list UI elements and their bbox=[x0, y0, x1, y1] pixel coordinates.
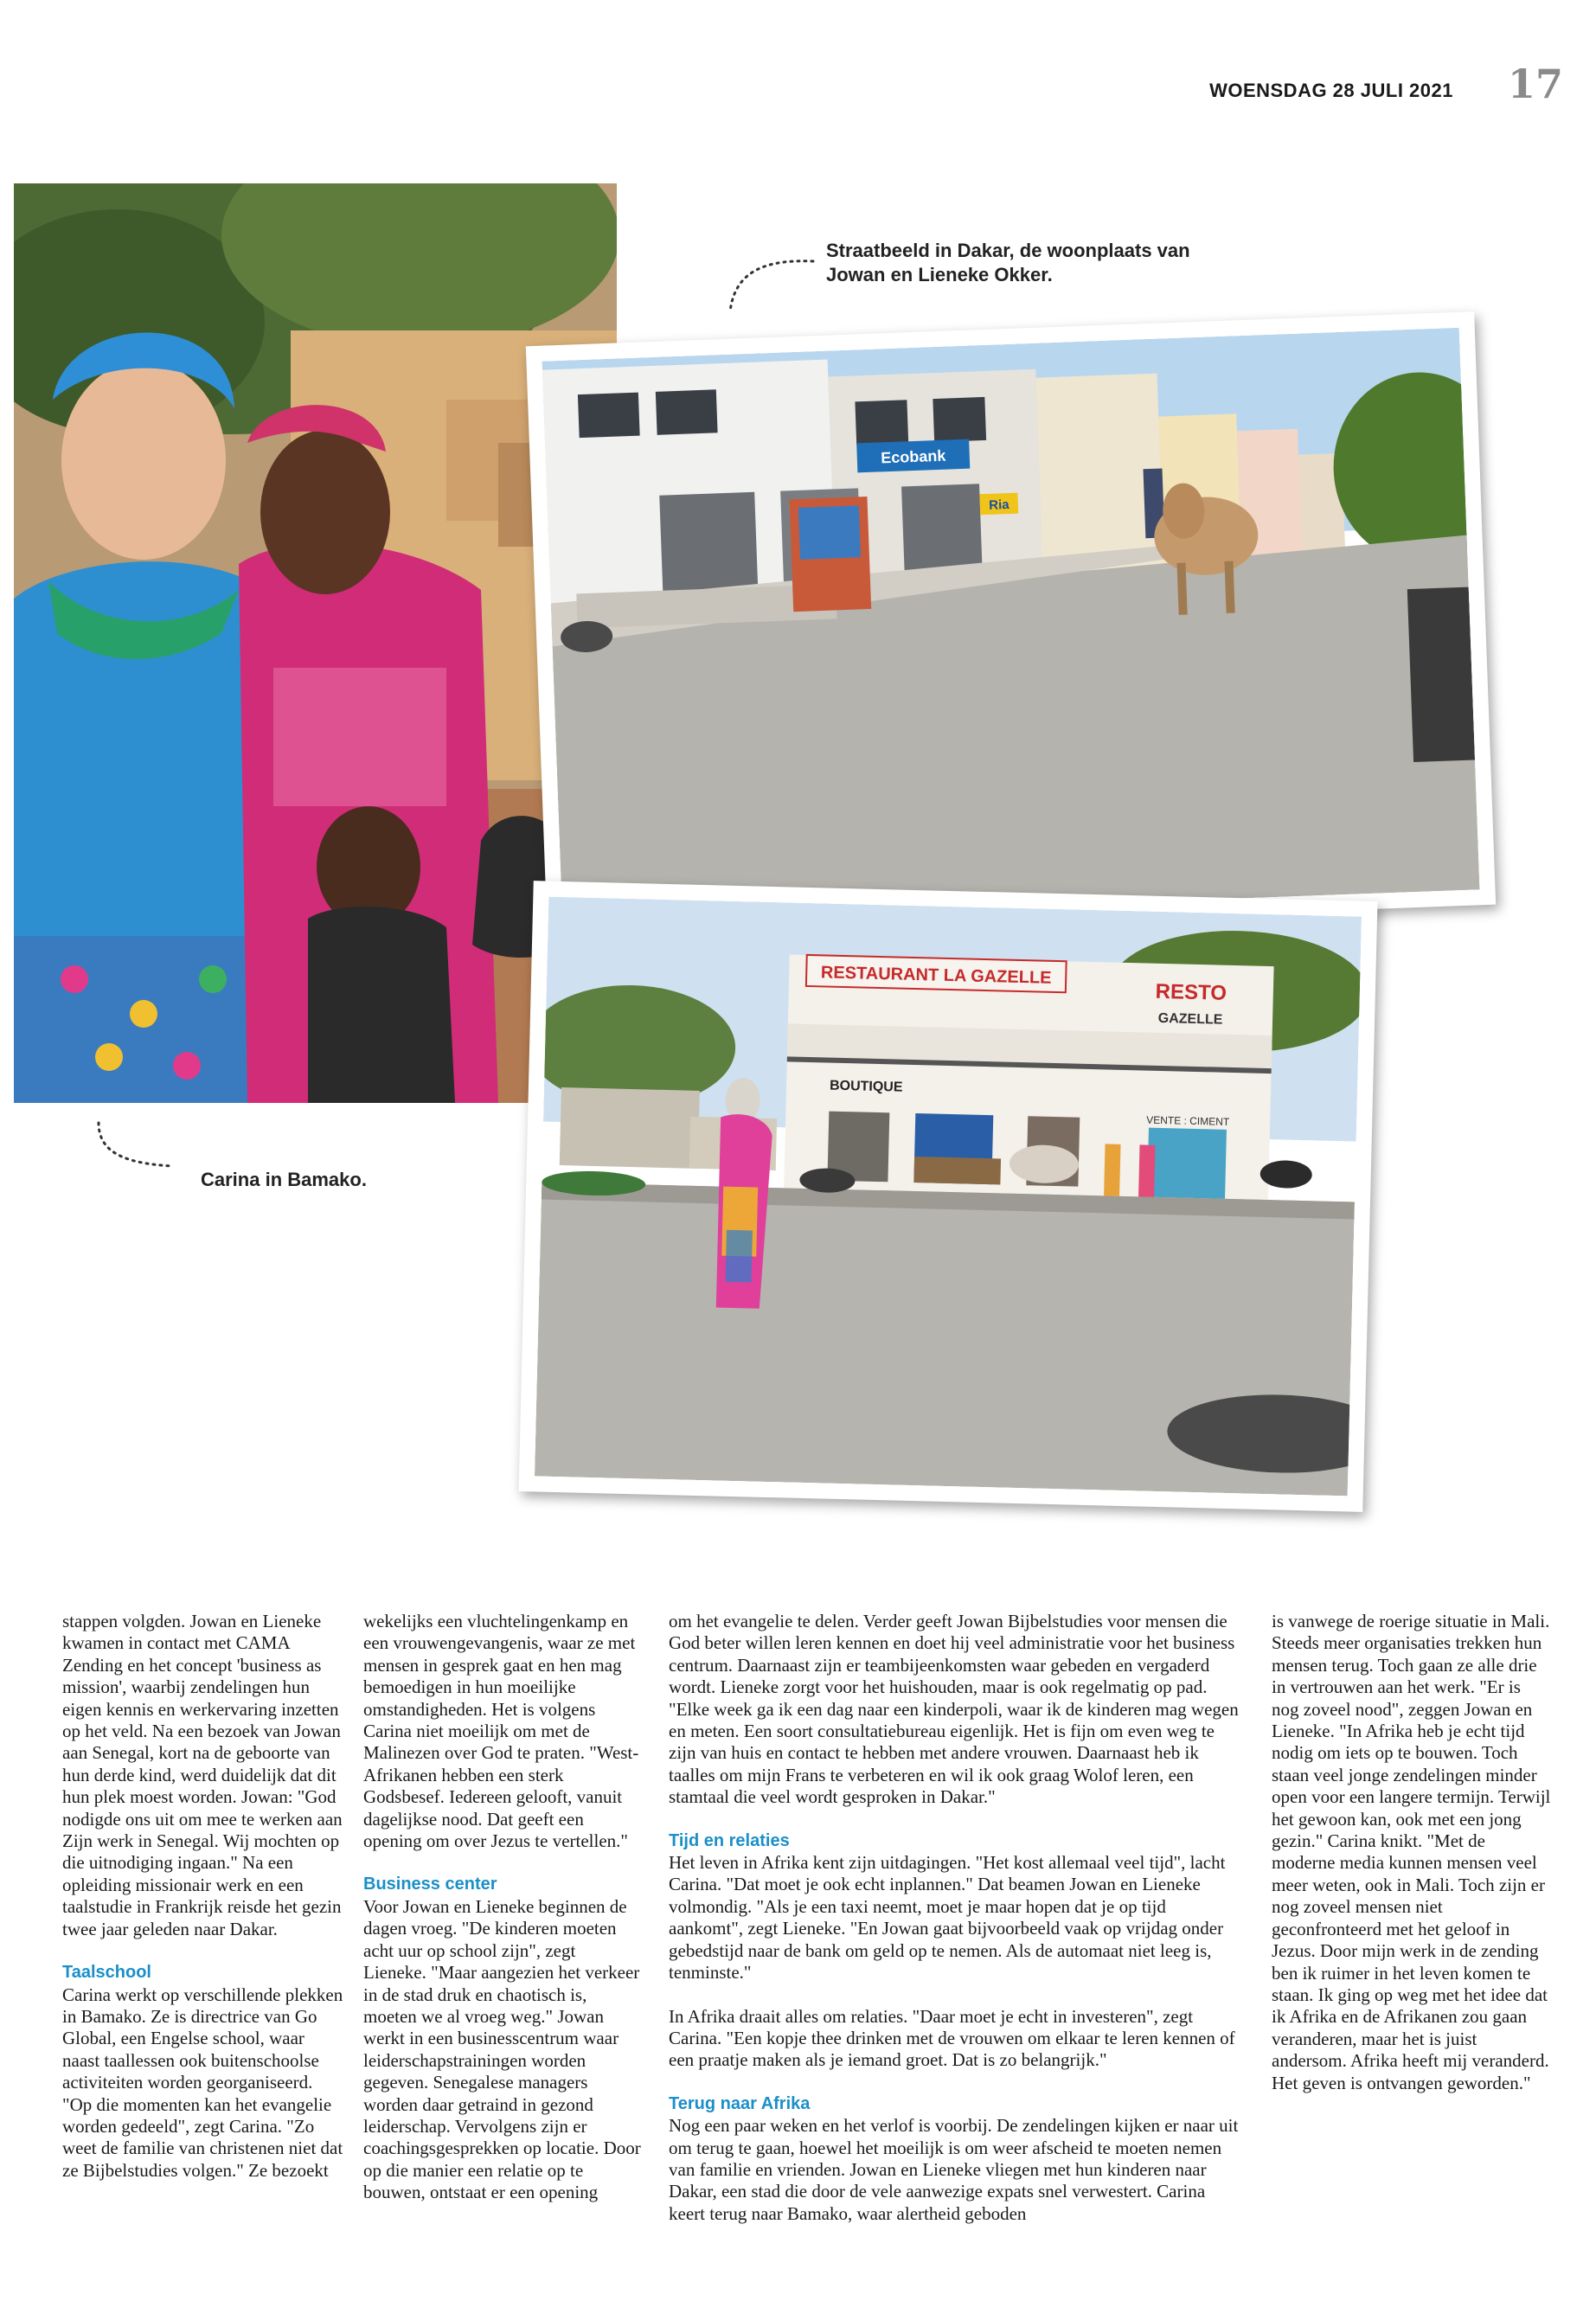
photo-la-gazelle-image bbox=[535, 897, 1362, 1497]
subheading-terug-naar-afrika: Terug naar Afrika bbox=[669, 2093, 811, 2113]
article-column-1 bbox=[62, 1611, 346, 2203]
article-paragraph: Voor Jowan en Lieneke beginnen de dagen vroeg. "De kinderen moeten acht uur op school zijn", zegt Lieneke. "Maar aangezien het verkeer in de stad druk en chaotisch is, moeten we al vroeg weg." Jowan werkt in een businesscentrum waar leiderschapstrainingen worden gegeven. Senegalese managers worden daar getraind in gezond leiderschap. Vervolgens zijn er coachingsgesprekken op locatie. Door op die manier een relatie op te bouwen, ontstaat er een opening bbox=[363, 1895, 641, 2203]
photo-frame-dakar-street bbox=[526, 311, 1496, 939]
article-paragraph: wekelijks een vluchtelingenkamp en een vrouwengevangenis, waar ze met mensen in gesprek gaat en hen mag bemoedigen in hun moeilijke omstandigheden. Het is volgens Carina niet moeilijk om met de Malinezen over God te praten. "West-Afrikanen hebben een sterk Godsbesef. Iedereen gelooft, vanuit dagelijkse nood. Dat geeft een opening om over Jezus te vertellen." bbox=[363, 1611, 639, 1852]
header-date: WOENSDAG 28 JULI 2021 bbox=[1209, 80, 1453, 101]
article-column-2 bbox=[363, 1611, 642, 2226]
sign-restaurant-la-gazelle: RESTAURANT LA GAZELLE bbox=[820, 963, 1052, 988]
sign-vente-ciment: VENTE : CIMENT bbox=[1146, 1113, 1230, 1128]
photo-dakar-street bbox=[542, 328, 1479, 923]
subheading-business-center: Business center bbox=[363, 1875, 497, 1894]
photo-frame-la-gazelle bbox=[519, 881, 1378, 1512]
article-paragraph: In Afrika draait alles om relaties. "Daar moet je echt in investeren", zegt Carina. "Een kopje thee drinken met de vrouwen om elkaar te leren kennen of een praatje maken als je iemand groet. Dat is zo belangrijk." bbox=[669, 2005, 1235, 2071]
article-paragraph: Het leven in Afrika kent zijn uitdagingen. "Het kost allemaal veel tijd", lacht Carina. "Dat moet je ook echt inplannen." Dat beamen Jowan en Lieneke volmondig. "Als je een taxi neemt, moet je maar hopen dat je op tijd aankomt", zegt Lieneke. "En Jowan gaat bijvoorbeeld vaak op vrijdag onder gebedstijd naar de bank om geld op te nemen. Als de automaat niet leeg is, tenminste." bbox=[669, 1852, 1226, 1984]
sign-ria: Ria bbox=[988, 497, 1010, 513]
photo-carina-bamako-image bbox=[14, 183, 617, 1103]
sign-ecobank: Ecobank bbox=[880, 446, 946, 467]
article-column-4 bbox=[1272, 1611, 1552, 2116]
article-paragraph: is vanwege de roerige situatie in Mali. Steeds meer organisaties trekken hun mensen terug. Toch gaan ze alle drie in vertrouwen aan het werk. "Er is nog zoveel nood", zeggen Jowan en Lieneke. "In Afrika heb je echt tijd nodig om iets op te bouwen. Toch staan veel jonge zendelingen minder open voor een langere termijn. Terwijl het gewoon kan, ook met een jong gezin." Carina knikt. "Met de moderne media kunnen mensen veel meer weten, ook in Mali. Toch zijn er nog zoveel mensen niet geconfronteerd met het geloof in Jezus. Door mijn werk in de zending ben ik ruimer in het leven komen te staan. Ik ging op weg met het idee dat ik Afrika en de Afrikanen zou gaan veranderen, maar het is juist andersom. Afrika heeft mij veranderd. Het geven is ontvangen geworden." bbox=[1272, 1611, 1551, 2093]
caption-bamako: Carina in Bamako. bbox=[201, 1169, 367, 1190]
caption-leader-bamako bbox=[87, 1116, 182, 1176]
sign-boutique: BOUTIQUE bbox=[829, 1078, 903, 1095]
sign-gazelle: GAZELLE bbox=[1157, 1010, 1223, 1028]
photo-la-gazelle bbox=[535, 897, 1362, 1497]
article-paragraph: om het evangelie te delen. Verder geeft Jowan Bijbelstudies voor mensen die God beter willen leren kennen en doet hij veel administratie voor het business centrum. Daarnaast zijn er teambijeenkomsten waar gebeden en vergaderd wordt. Lieneke zorgt voor het huishouden, maar is ook regelmatig op pad. "Elke week ga ik een dag naar een kinderpoli, waar ik de kinderen mag wegen en meten. Een soort consultatiebureau eigenlijk. Het is fijn om even weg te zijn van huis en contact te hebben met andere vrouwen. Daarnaast heb ik taalles om mijn Frans te verbeteren en wil ik ook graag Wolof leren, een stamtaal die veel wordt gesproken in Dakar." bbox=[669, 1611, 1239, 1808]
page-number: 17 bbox=[1507, 61, 1563, 107]
sign-resto: RESTO bbox=[1155, 979, 1227, 1005]
article-paragraph: Nog een paar weken en het verlof is voorbij. De zendelingen kijken er naar uit om terug te gaan, hoewel het moeilijk is om weer afscheid te moeten nemen van familie en vrienden. Jowan en Lieneke vliegen met hun kinderen naar Dakar, een stad die door de vele aanwezige expats snel verwestert. Carina keert terug naar Bamako, waar alertheid geboden bbox=[669, 2115, 1239, 2224]
subheading-taalschool: Taalschool bbox=[62, 1963, 151, 1983]
subheading-tijd-en-relaties: Tijd en relaties bbox=[669, 1830, 790, 1850]
caption-leader-dakar bbox=[718, 251, 822, 320]
photo-carina-bamako bbox=[14, 183, 617, 1103]
photo-dakar-street-image bbox=[542, 328, 1479, 923]
article-column-3 bbox=[669, 1611, 1241, 2247]
article-paragraph: stappen volgden. Jowan en Lieneke kwamen in contact met CAMA Zending en het concept 'business as mission', waarbij zendelingen hun eigen kennis en werkervaring inzetten op het veld. Na een bezoek van Jowan aan Senegal, kort na de geboorte van hun derde kind, werd duidelijk dat dit hun plek moest worden. Jowan: "God nodigde ons uit om mee te werken aan Zijn werk in Senegal. Wij mochten op die uitnodiging ingaan." Na een opleiding missionair werk en een taalstudie in Frankrijk reisde het gezin twee jaar geleden naar Dakar. bbox=[62, 1611, 343, 1939]
caption-dakar: Straatbeeld in Dakar, de woonplaats van Jowan en Lieneke Okker. bbox=[826, 240, 1190, 285]
article-paragraph: Carina werkt op verschillende plekken in Bamako. Ze is directrice van Go Global, een Engelse school, waar naast taallessen ook buitenschoolse activiteiten worden georganiseerd. "Op die momenten kan het evangelie worden gedeeld", zegt Carina. "Zo weet de familie van christenen niet dat ze Bijbelstudies volgen." Ze bezoekt bbox=[62, 1984, 343, 2181]
